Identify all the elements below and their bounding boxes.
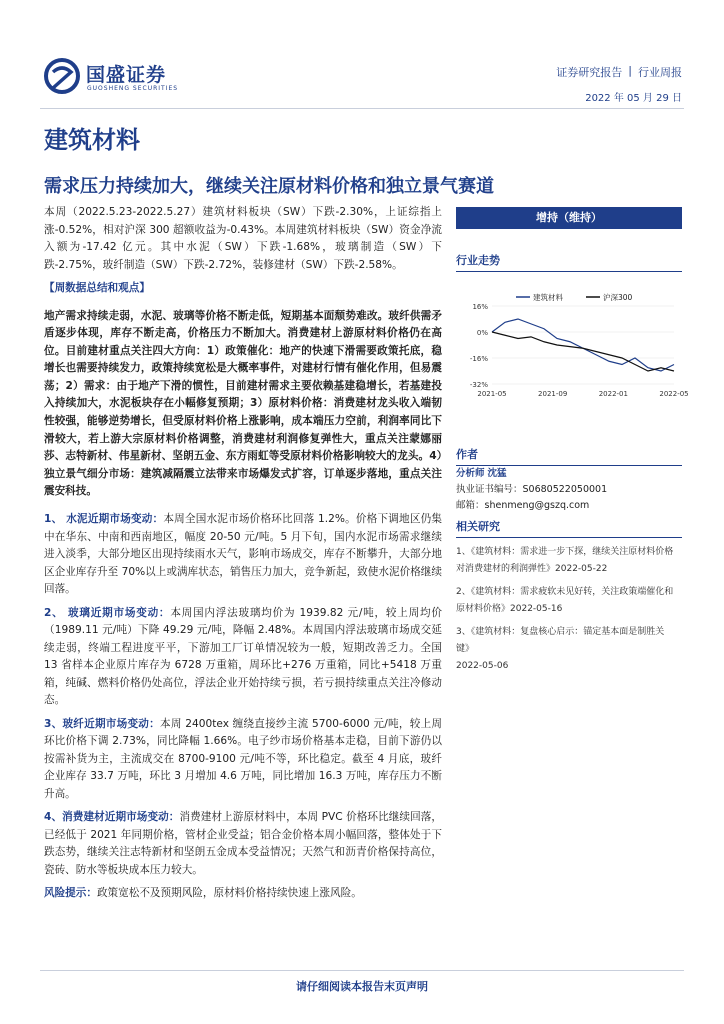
- report-meta: [556, 64, 682, 104]
- y-tick-label: 16%: [472, 303, 488, 311]
- x-tick-label: 2021-05: [477, 390, 507, 398]
- related-item[interactable]: [456, 544, 682, 578]
- series-line-1: [492, 332, 674, 371]
- section-fiberglass: [44, 716, 442, 804]
- related-item[interactable]: [456, 624, 682, 675]
- footer-divider: [40, 970, 684, 971]
- related-list: [456, 544, 682, 681]
- y-tick-label: 0%: [476, 329, 488, 337]
- main-column: [44, 204, 442, 909]
- related-date: 2022-05-06: [456, 661, 509, 671]
- company-name-en: GUOSHENG SECURITIES: [87, 85, 179, 92]
- section-glass: [44, 605, 442, 710]
- header-divider: [40, 108, 684, 109]
- meta-separator: |: [628, 64, 632, 77]
- footer-disclaimer: 请仔细阅读本报告末页声明: [296, 980, 428, 993]
- related-date: 2022-05-22: [555, 564, 608, 574]
- section-text: 本周全国水泥市场价格环比回落 1.2%。价格下调地区仍集中在华东、中南和西南地区，幅度 20-50 元/吨。5 月下旬，国内水泥市场需求继续进入淡季，大部分地区出现持续雨水天气，影响市场成交，库存不断攀升，大部分地区企业库存升至 70%以上或满库状态，销售压力加大，竞争新起，致使水泥价格继续回落。: [44, 513, 443, 596]
- section-text: 消费建材上游原材料中，本周 PVC 价格环比继续回落，已经低于 2021 年同期价格，管材企业受益；铝合金价格本周小幅回落，整体处于下跌态势，继续关注志特新材和坚朗五金成本受益情况；天然气和沥青价格保持高位，瓷砖、防水等板块成本压力较大。: [44, 811, 443, 876]
- author-role: 分析师: [456, 468, 485, 479]
- author-email[interactable]: shenmeng@gszq.com: [484, 500, 590, 511]
- license-label: 执业证书编号：: [456, 484, 523, 495]
- series-line-0: [492, 319, 674, 371]
- rating-badge: 增持（维持）: [456, 207, 682, 229]
- related-title: 3、《建筑材料：复盘核心启示：锚定基本面是制胜关键》: [456, 627, 665, 654]
- license-number: S0680522050001: [522, 484, 608, 495]
- y-tick-label: -32%: [469, 381, 488, 389]
- related-title: 1、《建筑材料：需求进一步下探，继续关注原材料价格对消费建材的利润弹性》: [456, 547, 674, 574]
- report-type: 证券研究报告: [556, 66, 623, 79]
- summary-header: 【周数据总结和观点】: [44, 282, 150, 294]
- email-label: 邮箱：: [456, 500, 485, 511]
- industry-trend-chart: [456, 290, 689, 410]
- trend-header: 行业走势: [456, 252, 682, 272]
- section-text: 本周国内浮法玻璃均价为 1939.82 元/吨，较上周均价（1989.11 元/吨）下降 49.29 元/吨，降幅 2.48%。本周国内浮法玻璃市场成交延续走弱，终端工程进度平平，下游加工厂订单情况较为一般，短期改善乏力。全国 13 省样本企业原片库存为 6728 万重箱，周环比+276 万重箱，同比+5418 万重箱，纯碱、燃料价格仍处高位，浮法企业开始持续亏损，若亏损持续重点关注冷修动态。: [44, 606, 442, 707]
- report-date: 2022 年 05 月 29 日: [585, 93, 682, 104]
- related-title: 2、《建筑材料：需求疲软未见好转，关注政策端催化和原材料价格》: [456, 587, 674, 614]
- report-headline: 需求压力持续加大，继续关注原材料价格和独立景气赛道: [44, 176, 494, 197]
- intro-paragraph: 本周（2022.5.23-2022.5.27）建筑材料板块（SW）下跌-2.30%，上证综指上涨-0.52%，相对沪深 300 超额收益为-0.43%。本周建筑材料板块（SW）资金净流入额为-17.42 亿元。其中水泥（SW）下跌-1.68%，玻璃制造（SW）下跌-2.75%，玻纤制造（SW）下跌-2.72%，装修建材（SW）下跌-2.58%。: [44, 206, 442, 271]
- legend-label: 沪深300: [603, 293, 633, 302]
- section-label: 1、 水泥近期市场变动：: [44, 513, 164, 526]
- risk-label: 风险提示：: [44, 887, 97, 900]
- company-name: 国盛证券: [86, 64, 167, 86]
- section-label: 4、消费建材近期市场变动：: [44, 811, 180, 824]
- y-tick-label: -16%: [469, 355, 488, 363]
- section-label: 3、玻纤近期市场变动：: [44, 717, 160, 730]
- risk-warning: [44, 885, 442, 903]
- section-consumer: [44, 809, 442, 879]
- risk-text: 政策宽松不及预期风险，原材料价格持续快速上涨风险。: [96, 887, 362, 900]
- related-date: 2022-05-16: [510, 604, 563, 614]
- x-tick-label: 2021-09: [538, 390, 568, 398]
- summary-paragraph: 地产需求持续走弱，水泥、玻璃等价格不断走低，短期基本面颓势难改。玻纤供需矛盾逐步体现，库存不断走高，价格压力不断加大。消费建材上游原材料价格仍在高位。目前建材重点关注四大方向：1）政策催化：地产的快速下滑需要政策托底，稳增长也需要持续发力，政策持续宽松是大概率事件，对建材行情有催化作用，但易震荡；2）需求：由于地产下滑的惯性，目前建材需求主要依赖基建稳增长，若基建投入持续加大，水泥板块存在小幅修复预期；3）原材料价格：消费建材龙头收入端韧性较强，能够逆势增长，但受原材料价格上涨影响，成本端压力空前，利润率同比下滑较大，若上游大宗原材料价格调整，消费建材利润修复弹性大，重点关注蒙娜丽莎、志特新材、伟星新材、坚朗五金、东方雨虹等受原材料价格影响较大的龙头。4）独立景气细分市场：建筑减隔震立法带来市场爆发式扩容，订单逐步落地，重点关注震安科技。: [44, 309, 442, 498]
- x-tick-label: 2022-01: [598, 390, 628, 398]
- company-logo-icon: [44, 58, 80, 94]
- section-label: 2、 玻璃近期市场变动：: [44, 606, 171, 619]
- section-cement: [44, 511, 442, 599]
- related-item[interactable]: [456, 584, 682, 618]
- related-header: 相关研究: [456, 518, 682, 538]
- section-text: 本周 2400tex 缠绕直接纱主流 5700-6000 元/吨，较上周环比价格下调 2.73%，同比降幅 1.66%。电子纱市场价格基本走稳，目前下游仍以按需补货为主，主流成交在 8700-9100 元/吨不等，环比稳定。截至 4 月底，玻纤企业库存 33.7 万吨，环比 3 月增加 4.6 万吨，同比增加 16.3 万吨，库存压力不断升高。: [44, 717, 442, 800]
- legend-label: 建筑材料: [533, 293, 563, 302]
- author-header: 作者: [456, 446, 682, 466]
- company-logo: [44, 58, 204, 98]
- author-box: [456, 466, 682, 514]
- sector-title: 建筑材料: [44, 126, 140, 154]
- author-name: 沈猛: [487, 468, 507, 479]
- x-tick-label: 2022-05: [659, 390, 689, 398]
- report-kind: 行业周报: [638, 66, 682, 79]
